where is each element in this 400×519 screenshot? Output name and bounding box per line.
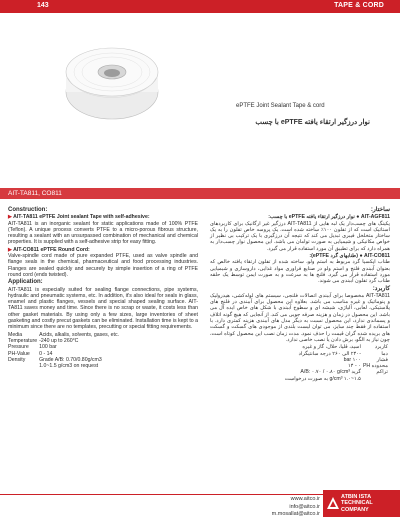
spec-label: Density bbox=[8, 356, 26, 363]
page-header bbox=[0, 0, 400, 13]
spec-value: -۲۴۰ الی ۲۶۰ درجه سانتیگراد bbox=[298, 350, 361, 357]
model-codes: AIT-TA811, CO811 bbox=[8, 190, 62, 197]
company-logo bbox=[323, 490, 400, 517]
application-heading-fa: کاربرد: bbox=[372, 285, 390, 292]
spec-label: فشار bbox=[376, 356, 388, 363]
spec-label: محدوده PH bbox=[362, 363, 388, 370]
page-number: 143 bbox=[37, 2, 49, 9]
spec-value: 100 bar bbox=[39, 344, 57, 351]
company-logo-icon bbox=[327, 497, 339, 509]
specs-table-fa bbox=[285, 344, 390, 382]
construction-heading: Construction: bbox=[8, 207, 48, 213]
spec-label: کاربرد bbox=[374, 344, 388, 351]
spec-value: ۱۰۰ bar bbox=[343, 356, 361, 363]
spec-value: Acids, alkalis, solvents, gases, etc. bbox=[39, 331, 119, 338]
email-link[interactable]: info@aitco.ir bbox=[289, 503, 320, 510]
spec-value: -240 up to 260°C bbox=[39, 337, 79, 344]
spec-label: Pressure bbox=[8, 344, 29, 351]
tape-reel-image bbox=[62, 44, 162, 124]
spec-label: Temperature bbox=[8, 337, 38, 344]
cord-subtitle-text: AIT-CO811 ePTFE Round Cord: bbox=[13, 246, 90, 253]
cord-subtitle-fa: AIT-CO811 ● (طنابهای گرد ePTFE): bbox=[309, 253, 390, 260]
persian-column bbox=[210, 207, 390, 382]
company-name-1: ATBIN ISTA bbox=[341, 494, 372, 500]
triangle-bullet-icon: ▶ bbox=[8, 214, 12, 221]
email-link-2[interactable]: m.mosallat@aitco.ir bbox=[271, 511, 320, 517]
cord-description: Valve-spindle cord made of pure expanded PTFE, used as valve spindle and flange seals in the chemical, pharmaceutical and food processing industries. Flanges are sealed quickly and securely by simple insertion of a ring of PTFE round cord (ends twisted). bbox=[8, 253, 198, 278]
company-name-3: COMPANY bbox=[341, 506, 369, 513]
spec-label: Media bbox=[8, 331, 23, 338]
model-band bbox=[0, 188, 400, 199]
application-heading: Application: bbox=[8, 279, 43, 286]
product-title-fa: نوار درزگیر ارتقاء یافته ePTFE با چسب bbox=[255, 119, 370, 126]
website-link[interactable]: www.aitco.ir bbox=[290, 496, 320, 502]
english-column bbox=[8, 207, 198, 369]
tape-subtitle-text: AIT-TA811 ePTFE Joint sealant Tape with self-adhesive: bbox=[13, 214, 150, 221]
spec-label: تراکم bbox=[376, 369, 388, 376]
section-title: TAPE & CORD bbox=[334, 2, 384, 9]
table-row bbox=[8, 363, 121, 369]
tape-description-fa: پکینگ های چسب‌دار یک لبه هایی از AIT-TA811 درزگیر غیر ارگانیک برای کاربردهای استاتیک است که از تفلون ۱۰۰٪ ساخته شده است. یک پروسه خاص تفلون را به یک ساختار متخلخل فیبری تبدیل می کند که نتیجه آن درزگیری با یک ترکیب بی نظیر از خواص مکانیکی و شیمیایی به صورت توامان می باشد. این محصول نوار چسب‌دار به همراه دارد که برای تطبیق آن مورد استفاده قرار می گیرد. bbox=[210, 220, 390, 252]
spec-value: 0 - 14 bbox=[39, 350, 53, 357]
application-description: AIT-TA811 is especially suited for sealing flange connections, pipe systems, hydraulic and pneumatic systems, etc. In addition, it's also ideal for seals in glass, enamel and plastic flanges, vessels and special shaped sealing surface. AIT-TA811 saves money and time. Since there is no scrap or waste, it costs less than other gasket materials. By using only a few sizes, large inventories of sheet gasketing and costly precut gaskets can be eliminated. Installation time is kept to a minimum since there are no templates, precutting or special fitting requirements. bbox=[8, 286, 198, 331]
product-title-en: ePTFE Joint Sealant Tape & cord bbox=[236, 103, 325, 109]
cord-description-fa: طناب اپکسیا گرد مربوط به استم ولو، ساخته شده از تفلون ارتقاء یافته خالص که بعنوان آببندی فلنج و استم ولو در صنایع فراوری مواد غذایی، داروسازی و شیمیایی مورد استفاده قرار می گیرد. فلنج ها به سرعت و به صورت ایمن توسط یک حلقه طناب گرد تفلون آببندی می شوند. bbox=[210, 259, 390, 285]
footer-contacts bbox=[216, 496, 320, 519]
tape-description: AIT-TA811 is an inorganic sealant for static applications made of 100% PTFE (Teflon). A unique process converts PTFE to a micro-porous fibrous structure, resulting a sealant with an unsurpassed combination of mechanical and chemical properties. It is supplied with a self-adhesive strip for easy fitting. bbox=[8, 220, 198, 246]
spec-label: PH-Value bbox=[8, 350, 30, 357]
application-description-fa: AIT-TA811 مخصوصا برای آببندی اتصالات فلنجی، سیستم های لوله‌کشی، هیدرولیک و پنوماتیک و غیره مناسب می باشد. بعلاوه این محصول برای آببندی در فلنج های پلاستیکی، لعابی، آلیاژی، شیشه ای و سطوح آببندی با شکل های خاص ایده آل می باشد. این محصول در زمان و هزینه صرفه جویی می کند. از آنجایی که هیچ گونه اتلاف و پسماندی ندارد، این محصول نسبت به دیگر مدل های آببندی هزینه کمتری دارد. با استفاده از فقط چند سایز، می توان لیست بلندی از موجودی های گسکت و گسکت های بریده شده گران قیمت را حذف نمود. مدت زمان نصب این محصول کوتاه است، چون نیاز به الگو، برش دادن یا نصب خاصی ندارد. bbox=[210, 292, 390, 343]
spec-value: گرید A/B: ۰.۷۰ / ۰.۸۰ g/cm³ bbox=[300, 369, 361, 376]
table-row bbox=[285, 376, 390, 382]
spec-label: دما bbox=[381, 350, 388, 357]
spec-value: ۰ - ۱۴ bbox=[347, 363, 361, 370]
spec-value: اسید، قلیا، حلال، گاز و غیره bbox=[302, 344, 361, 351]
tape-subtitle-fa: AIT-AGF811 ● نوار درزگیر ارتقاء یافته ePTFE با چسب: bbox=[268, 214, 390, 221]
specs-table bbox=[8, 332, 121, 370]
company-name-2: TECHNICAL bbox=[341, 500, 373, 507]
triangle-bullet-icon: ▶ bbox=[8, 246, 12, 253]
spec-value: Grade A/B: 0.70/0.80g/cm3 bbox=[39, 356, 102, 363]
density-note-fa: ۱.۵~۱.۰ g/cm³ به صورت درخواست bbox=[284, 375, 361, 382]
construction-heading-fa: ساختار: bbox=[370, 207, 390, 213]
density-note: 1.0~1.5 g/cm3 on request bbox=[39, 363, 99, 370]
